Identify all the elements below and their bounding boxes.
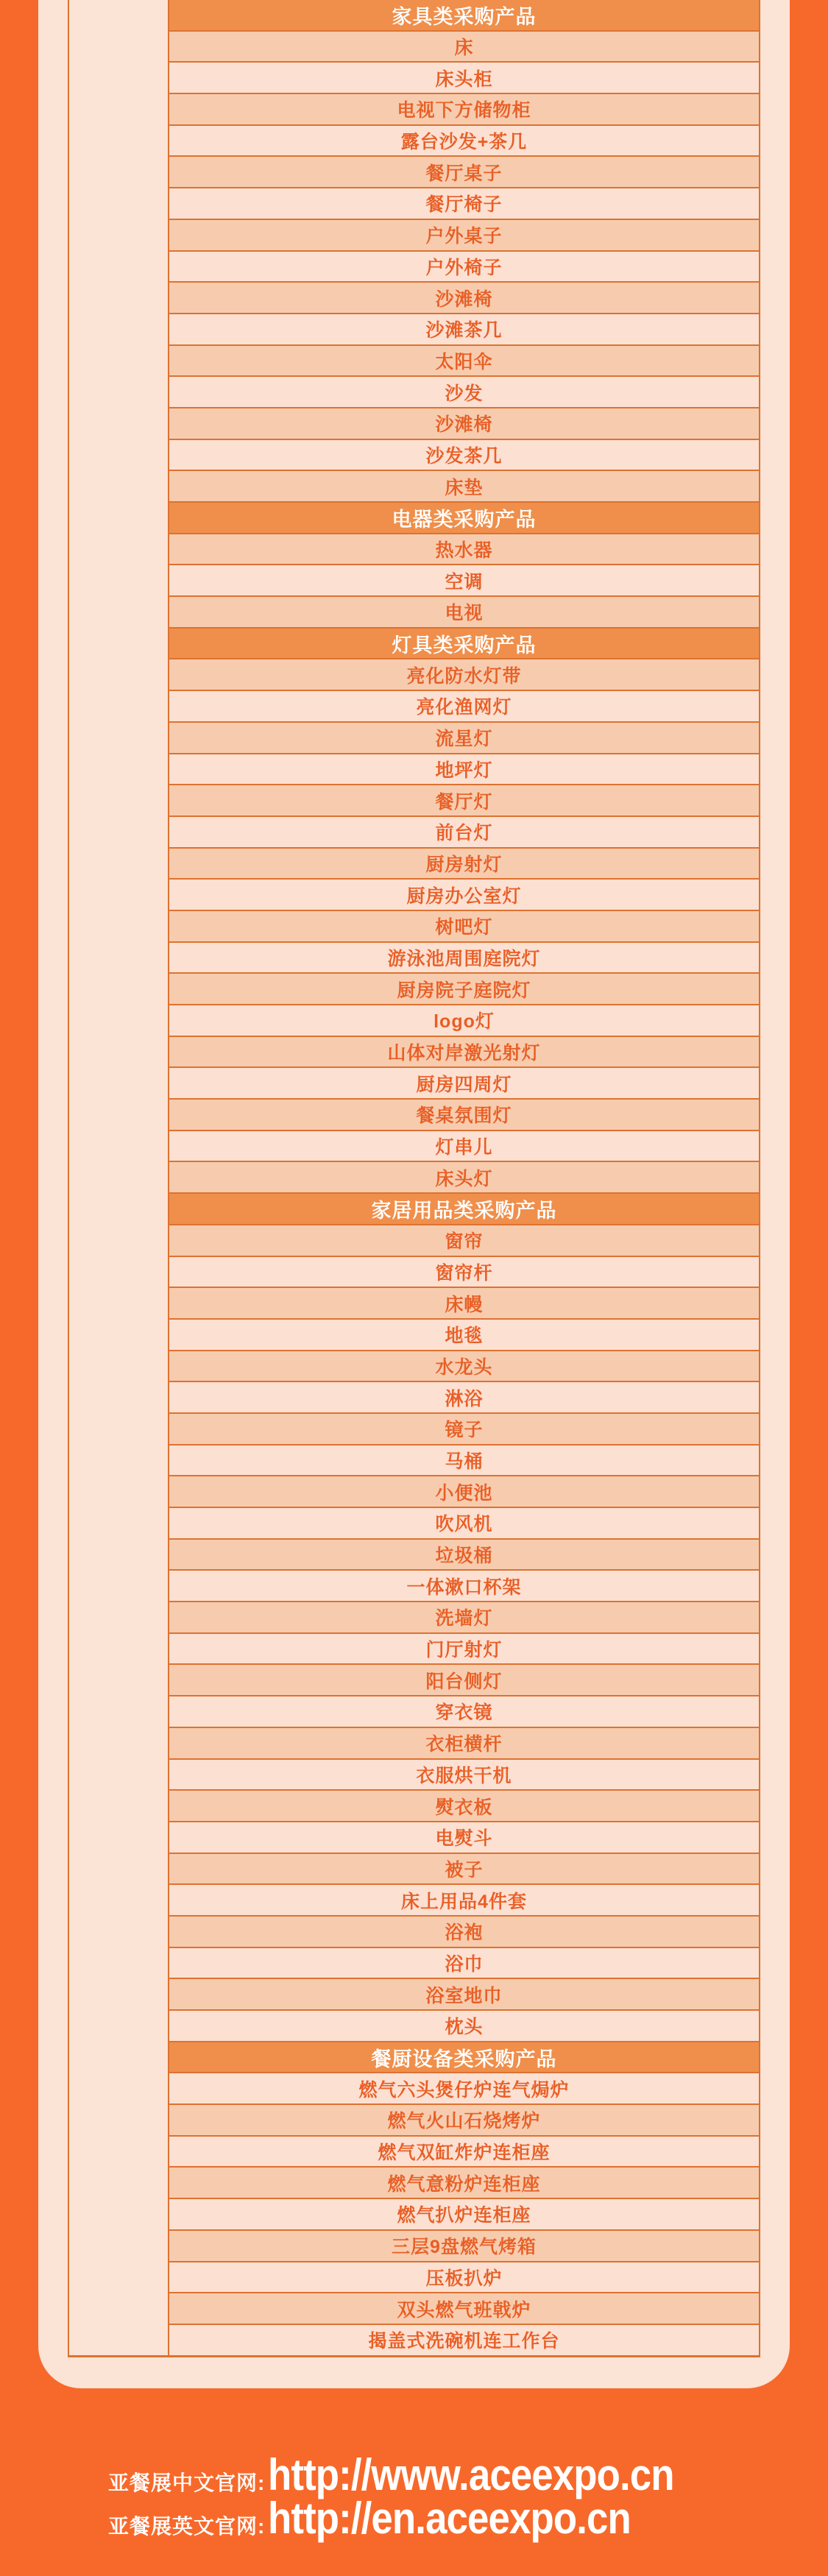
table-row — [169, 440, 759, 472]
table-row — [169, 659, 759, 691]
row-label: 流星灯 — [435, 729, 493, 750]
section-header-label: 家居用品类采购产品 — [371, 1199, 557, 1222]
row-label: 户外椅子 — [425, 257, 503, 278]
table-row — [169, 2073, 759, 2105]
table-row — [169, 188, 759, 220]
section-header-label: 家具类采购产品 — [392, 5, 537, 28]
table-row — [169, 1885, 759, 1917]
row-label: 浴袍 — [445, 1922, 484, 1944]
row-label: 衣柜横杆 — [425, 1734, 503, 1755]
table-row — [169, 1696, 759, 1728]
procurement-table — [68, 0, 760, 2357]
row-label: 厨房院子庭院灯 — [397, 980, 531, 1001]
table-row — [169, 1446, 759, 1477]
table-row — [169, 220, 759, 252]
table-row — [169, 597, 759, 629]
en-site-url[interactable]: http://en.aceexpo.cn — [268, 2494, 631, 2543]
en-site-label: 亚餐展英文官网: — [108, 2515, 266, 2538]
table-row — [169, 94, 759, 126]
row-label: 浴室地巾 — [425, 1985, 503, 2006]
table-row — [169, 1728, 759, 1760]
row-label: 餐桌氛围灯 — [416, 1105, 512, 1127]
row-label: 地坪灯 — [435, 760, 493, 781]
row-label: 地毯 — [445, 1326, 484, 1347]
row-label: logo灯 — [434, 1011, 495, 1033]
row-label: 镜子 — [445, 1420, 484, 1441]
row-label: 山体对岸激光射灯 — [387, 1043, 541, 1064]
footer-line-cn — [108, 2450, 828, 2499]
row-label: 熨衣板 — [435, 1797, 493, 1818]
row-label: 穿衣镜 — [435, 1702, 493, 1724]
row-label: 厨房射灯 — [425, 854, 503, 875]
table-row — [169, 252, 759, 283]
row-label: 垃圾桶 — [435, 1546, 493, 1567]
table-row — [169, 1665, 759, 1696]
row-label: 沙发 — [445, 383, 484, 404]
table-row — [169, 1320, 759, 1351]
row-label: 燃气火山石烧烤炉 — [387, 2111, 541, 2132]
row-label: 游泳池周围庭院灯 — [387, 948, 541, 969]
cn-site-url[interactable]: http://www.aceexpo.cn — [268, 2450, 674, 2499]
table-rows — [169, 0, 759, 2355]
table-row — [169, 2011, 759, 2042]
table-row — [169, 157, 759, 188]
row-label: 淋浴 — [445, 1388, 484, 1409]
table-row — [169, 32, 759, 63]
row-label: 床幔 — [445, 1294, 484, 1315]
row-label: 灯串儿 — [435, 1137, 493, 1158]
row-label: 燃气意粉炉连柜座 — [387, 2173, 541, 2195]
table-row — [169, 63, 759, 94]
table-row — [169, 2293, 759, 2325]
table-row — [169, 1476, 759, 1508]
row-label: 电视下方储物柜 — [397, 100, 531, 121]
section-header-row — [169, 629, 759, 660]
table-row — [169, 471, 759, 503]
row-label: 厨房办公室灯 — [406, 885, 522, 907]
table-row — [169, 849, 759, 880]
row-label: 露台沙发+茶几 — [400, 132, 528, 153]
row-label: 一体漱口杯架 — [406, 1577, 522, 1598]
table-row — [169, 534, 759, 566]
row-label: 前台灯 — [435, 823, 493, 844]
row-label: 亮化防水灯带 — [406, 665, 522, 687]
table-row — [169, 911, 759, 943]
table-row — [169, 2262, 759, 2294]
section-header-row — [169, 0, 759, 32]
row-label: 燃气六头煲仔炉连气焗炉 — [358, 2079, 570, 2101]
row-label: 沙发茶几 — [425, 445, 503, 467]
row-label: 床 — [454, 38, 474, 59]
section-header-label: 电器类采购产品 — [392, 508, 537, 531]
row-label: 窗帘杆 — [435, 1262, 493, 1284]
table-row — [169, 1760, 759, 1791]
row-label: 洗墙灯 — [435, 1608, 493, 1630]
row-label: 马桶 — [445, 1451, 484, 1472]
table-row — [169, 1037, 759, 1069]
table-row — [169, 346, 759, 378]
table-row — [169, 408, 759, 440]
table-row — [169, 785, 759, 817]
row-label: 枕头 — [445, 2017, 484, 2038]
row-label: 热水器 — [435, 540, 493, 562]
row-label: 沙滩茶几 — [425, 320, 503, 342]
row-label: 被子 — [445, 1859, 484, 1880]
table-row — [169, 1854, 759, 1886]
table-row — [169, 974, 759, 1005]
section-header-row — [169, 503, 759, 534]
row-label: 树吧灯 — [435, 917, 493, 938]
table-row — [169, 1917, 759, 1948]
table-row — [169, 1602, 759, 1634]
row-label: 空调 — [445, 571, 484, 592]
table-row — [169, 1005, 759, 1037]
row-label: 沙滩椅 — [435, 414, 493, 436]
table-row — [169, 1351, 759, 1383]
row-label: 户外桌子 — [425, 226, 503, 247]
table-row — [169, 565, 759, 597]
section-header-row — [169, 1194, 759, 1225]
row-label: 吹风机 — [435, 1514, 493, 1535]
row-label: 揭盖式洗碗机连工作台 — [368, 2331, 560, 2352]
row-label: 衣服烘干机 — [416, 1765, 512, 1786]
table-row — [169, 1822, 759, 1854]
table-row — [169, 1634, 759, 1666]
row-label: 双头燃气班戟炉 — [397, 2299, 531, 2321]
row-label: 电视 — [445, 603, 484, 624]
table-row — [169, 2105, 759, 2137]
table-left-column — [69, 0, 169, 2355]
row-label: 浴巾 — [445, 1953, 484, 1975]
row-label: 床头灯 — [435, 1168, 493, 1189]
table-row — [169, 817, 759, 849]
table-row — [169, 880, 759, 911]
table-row — [169, 1288, 759, 1320]
table-row — [169, 1979, 759, 2011]
table-row — [169, 1791, 759, 1822]
table-row — [169, 723, 759, 754]
row-label: 床上用品4件套 — [401, 1891, 527, 1912]
row-label: 三层9盘燃气烤箱 — [392, 2237, 537, 2258]
footer-line-en — [108, 2494, 828, 2543]
table-row — [169, 314, 759, 346]
row-label: 窗帘 — [445, 1231, 484, 1253]
table-row — [169, 754, 759, 786]
footer — [0, 2388, 828, 2576]
table-row — [169, 1571, 759, 1602]
table-row — [169, 1414, 759, 1446]
row-label: 餐厅桌子 — [425, 163, 503, 184]
row-label: 门厅射灯 — [425, 1640, 503, 1661]
table-row — [169, 691, 759, 723]
table-row — [169, 2137, 759, 2168]
table-row — [169, 1068, 759, 1100]
section-header-label: 餐厨设备类采购产品 — [371, 2048, 557, 2070]
section-header-row — [169, 2042, 759, 2074]
table-row — [169, 283, 759, 314]
row-label: 餐厅灯 — [435, 791, 493, 813]
row-label: 燃气双缸炸炉连柜座 — [378, 2142, 551, 2164]
table-row — [169, 2199, 759, 2231]
table-row — [169, 1540, 759, 1571]
row-label: 燃气扒炉连柜座 — [397, 2205, 531, 2226]
table-row — [169, 2168, 759, 2199]
table-row — [169, 1131, 759, 1163]
row-label: 水龙头 — [435, 1356, 493, 1378]
cn-site-label: 亚餐展中文官网: — [108, 2471, 266, 2494]
row-label: 沙滩椅 — [435, 289, 493, 310]
row-label: 床头柜 — [435, 68, 493, 90]
table-row — [169, 1948, 759, 1980]
row-label: 阳台侧灯 — [425, 1671, 503, 1692]
table-row — [169, 1382, 759, 1414]
table-row — [169, 377, 759, 408]
table-row — [169, 1162, 759, 1194]
table-row — [169, 943, 759, 974]
table-row — [169, 2231, 759, 2262]
row-label: 太阳伞 — [435, 351, 493, 372]
table-row — [169, 1100, 759, 1131]
table-row — [169, 2325, 759, 2355]
table-row — [169, 1225, 759, 1257]
row-label: 厨房四周灯 — [416, 1074, 512, 1095]
table-row — [169, 1257, 759, 1289]
row-label: 餐厅椅子 — [425, 194, 503, 216]
table-row — [169, 126, 759, 158]
row-label: 压板扒炉 — [425, 2268, 503, 2289]
row-label: 亮化渔网灯 — [416, 697, 512, 718]
row-label: 小便池 — [435, 1482, 493, 1504]
table-row — [169, 1508, 759, 1540]
section-header-label: 灯具类采购产品 — [392, 634, 537, 657]
row-label: 电熨斗 — [435, 1828, 493, 1850]
row-label: 床垫 — [445, 477, 484, 498]
